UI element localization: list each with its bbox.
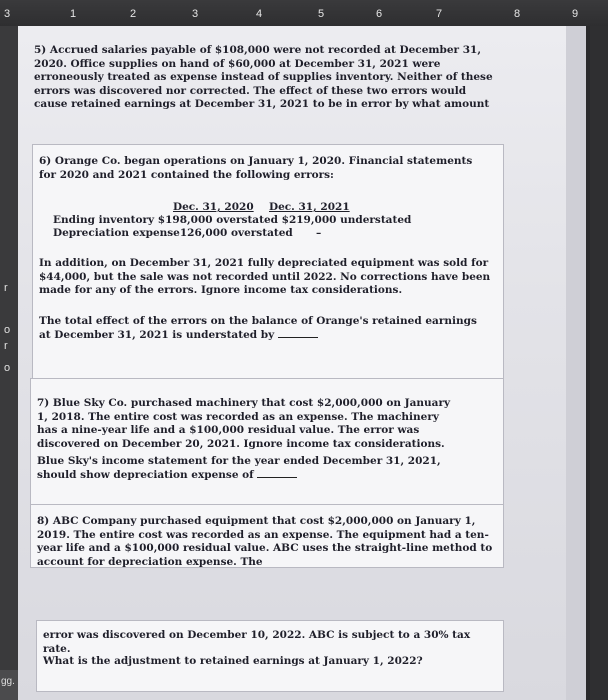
ruler-number: 2 <box>130 8 137 20</box>
q8-text: 8) ABC Company purchased equipment that cost $2,000,000 on January 1, 2019. The entire cost was recorded as an expense. The equipment had a ten-year life and a $100,000 residual value. ABC uses the straight-line method to account for depreciation expense. The <box>37 515 493 568</box>
right-margin <box>590 26 608 700</box>
answer-blank[interactable] <box>257 477 297 478</box>
ruler-number: 7 <box>436 8 443 20</box>
ruler-number: 1 <box>70 8 77 20</box>
q7-box <box>30 378 504 508</box>
row-marker: o <box>4 324 11 336</box>
ruler-number: 9 <box>572 8 579 20</box>
q6-intro: 6) Orange Co. began operations on January 1, 2020. Financial statements for 2020 and 2021 contained the following errors: <box>39 155 473 181</box>
q7-question-text: Blue Sky's income statement for the year ended December 31, 2021, should show depreciation expense of <box>37 455 441 481</box>
q6-col2-header: Dec. 31, 2021 <box>269 201 350 213</box>
q8-continued-box <box>36 620 504 692</box>
left-ruler <box>0 26 18 700</box>
ruler-number: 6 <box>376 8 383 20</box>
ruler-number: 3 <box>4 8 11 20</box>
ruler-number: 4 <box>256 8 263 20</box>
q6-col1-header: Dec. 31, 2020 <box>173 201 254 213</box>
row-marker: r <box>4 340 8 352</box>
row-marker: o <box>4 362 11 374</box>
q8-box <box>30 504 504 568</box>
ruler-number: 3 <box>192 8 199 20</box>
document-page <box>18 26 586 700</box>
q6-row-depreciation: Depreciation expense126,000 overstated <box>53 227 293 239</box>
q8-continued: error was discovered on December 10, 2022. ABC is subject to a 30% tax rate. <box>43 629 471 655</box>
q6-row-depreciation-dash: – <box>316 227 322 239</box>
q6-question <box>39 315 491 342</box>
ruler-number: 8 <box>514 8 521 20</box>
ruler-number: 5 <box>318 8 325 20</box>
q6-row-inventory: Ending inventory $198,000 overstated $219,000 understated <box>53 214 412 226</box>
scroll-corner <box>0 670 18 700</box>
top-ruler <box>0 0 608 26</box>
q5-text: 5) Accrued salaries payable of $108,000 were not recorded at December 31, 2020. Office supplies on hand of $60,000 at December 31, 2021 were erroneously treated as expense instead of supplies inventory. Neither of these errors was discovered nor corrected. The effect of these two errors would cause retained earnings at December 31, 2021 to be in error by what amount <box>34 44 493 110</box>
row-marker: r <box>4 282 8 294</box>
page-gutter <box>566 26 586 700</box>
answer-blank[interactable] <box>278 337 318 338</box>
q7-text: 7) Blue Sky Co. purchased machinery that cost $2,000,000 on January 1, 2018. The entire cost was recorded as an expense. The machinery has a nine-year life and a $100,000 residual value. The error was discovered on December 20, 2021. Ignore income tax considerations. <box>37 397 451 450</box>
q6-question-text: The total effect of the errors on the balance of Orange's retained earnings at December 31, 2021 is understated by <box>39 315 477 341</box>
corner-label: gg. <box>1 676 15 687</box>
q6-box <box>32 144 504 386</box>
q6-additional: In addition, on December 31, 2021 fully depreciated equipment was sold for $44,000, but the sale was not recorded until 2022. No corrections have been made for any of the errors. Ignore income tax considerations. <box>39 257 491 296</box>
q8-question: What is the adjustment to retained earnings at January 1, 2022? <box>43 655 423 667</box>
q7-question <box>37 455 457 482</box>
